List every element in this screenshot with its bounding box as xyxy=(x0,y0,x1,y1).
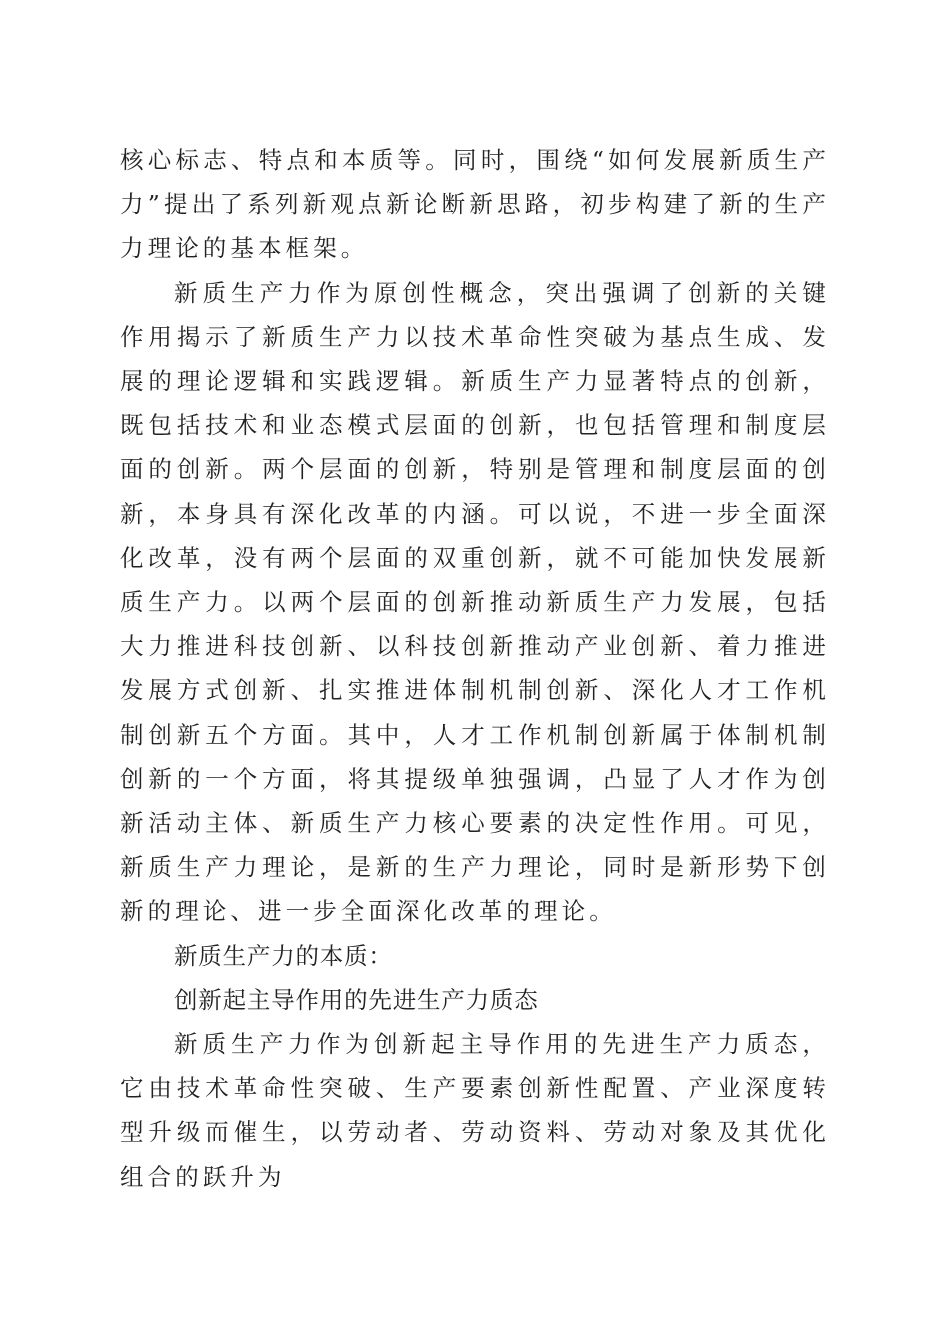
section-heading-subtitle: 创新起主导作用的先进生产力质态 xyxy=(174,985,539,1014)
paragraph-2: 新质生产力作为原创性概念，突出强调了创新的关键作用揭示了新质生产力以技术革命性突破为基点生成、发展的理论逻辑和实践逻辑。新质生产力显著特点的创新，既包括技术和业态模式层面的创新，也包括管理和制度层面的创新。两个层面的创新，特别是管理和制度层面的创新，本身具有深化改革的内涵。可以说，不进一步全面深化改革，没有两个层面的双重创新，就不可能加快发展新质生产力。以两个层面的创新推动新质生产力发展，包括大力推进科技创新、以科技创新推动产业创新、着力推进发展方式创新、扎实推进体制机制创新、深化人才工作机制创新五个方面。其中，人才工作机制创新属于体制机制创新的一个方面，将其提级单独强调，凸显了人才作为创新活动主体、新质生产力核心要素的决定性作用。可见，新质生产力理论，是新的生产力理论，同时是新形势下创新的理论、进一步全面深化改革的理论。 xyxy=(120,278,830,926)
document-body xyxy=(120,138,830,1199)
section-heading-label: 新质生产力的本质： xyxy=(174,941,393,970)
paragraph-3: 新质生产力作为创新起主导作用的先进生产力质态，它由技术革命性突破、生产要素创新性配置、产业深度转型升级而催生，以劳动者、劳动资料、劳动对象及其优化组合的跃升为 xyxy=(120,1030,830,1191)
paragraph-1: 核心标志、特点和本质等。同时，围绕“如何发展新质生产力”提出了系列新观点新论断新思路，初步构建了新的生产力理论的基本框架。 xyxy=(120,146,830,263)
